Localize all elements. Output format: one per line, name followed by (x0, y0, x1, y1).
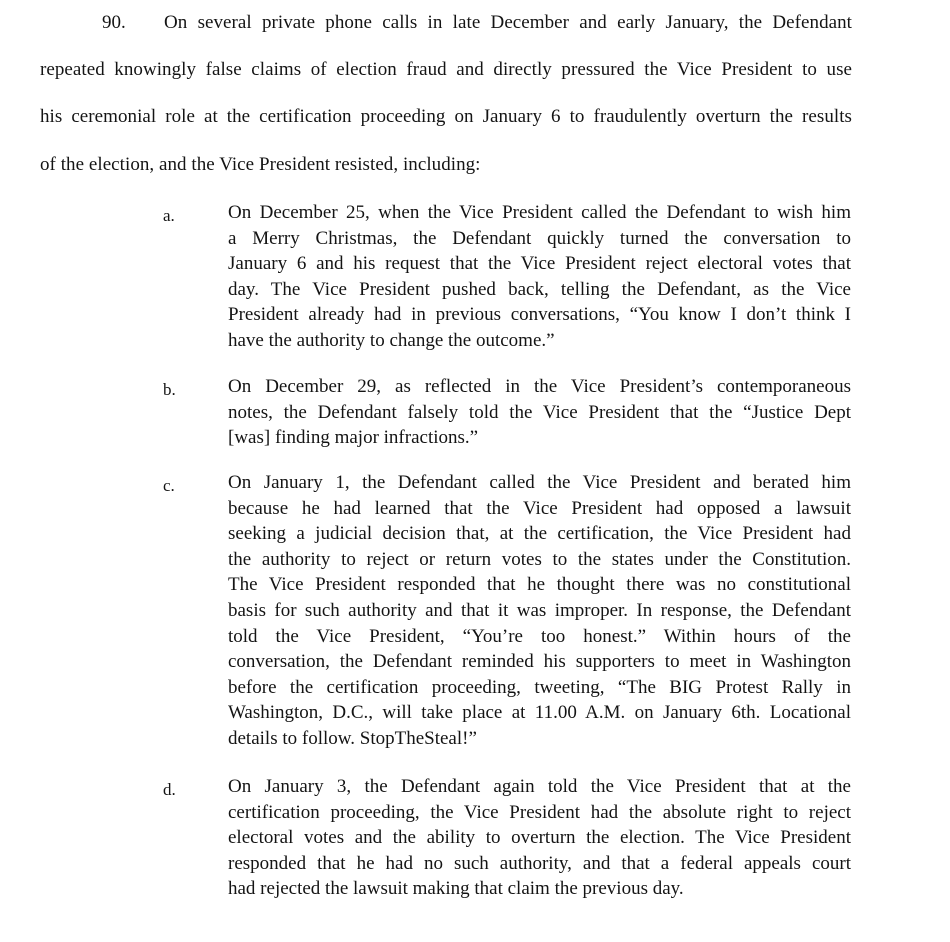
item-letter-b: b. (163, 380, 176, 399)
item-line: responded that he had no such authority, and that a federal appeals court (228, 852, 851, 874)
paragraph-line: On several private phone calls in late December and early January, the Defendant (164, 12, 852, 33)
paragraph-line: his ceremonial role at the certification proceeding on January 6 to fraudulently overturn the results (40, 106, 852, 127)
item-line: told the Vice President, “You’re too honest.” Within hours of the (228, 625, 851, 647)
item-letter-c: c. (163, 476, 175, 495)
item-line: Washington, D.C., will take place at 11.00 A.M. on January 6th. Locational (228, 702, 851, 724)
item-line: have the authority to change the outcome.” (228, 329, 555, 351)
list-item-d (228, 774, 851, 902)
item-line: President already had in previous conversations, “You know I don’t think I (228, 304, 851, 326)
item-line: On January 3, the Defendant again told the Vice President that at the (228, 776, 851, 797)
item-line: seeking a judicial decision that, at the certification, the Vice President had (228, 523, 851, 545)
item-line: electoral votes and the ability to overturn the election. The Vice President (228, 827, 851, 849)
list-item-c (228, 470, 851, 752)
item-line: [was] finding major infractions.” (228, 427, 479, 449)
item-line: On December 25, when the Vice President called the Defendant to wish him (228, 202, 851, 223)
paragraph-line: of the election, and the Vice President resisted, including: (40, 154, 481, 175)
item-line: On December 29, as reflected in the Vice President’s contemporaneous (228, 376, 851, 397)
item-letter-d: d. (163, 780, 176, 799)
item-letter-a: a. (163, 206, 175, 225)
item-line: certification proceeding, the Vice President had the absolute right to reject (228, 801, 851, 823)
item-line: basis for such authority and that it was improper. In response, the Defendant (228, 599, 851, 621)
list-item-b (228, 374, 851, 451)
item-line: details to follow. StopTheSteal!” (228, 727, 477, 749)
item-line: conversation, the Defendant reminded his supporters to meet in Washington (228, 651, 851, 673)
item-line: before the certification proceeding, tweeting, “The BIG Protest Rally in (228, 676, 851, 698)
item-line: the authority to reject or return votes to the states under the Constitution. (228, 548, 851, 570)
item-line: a Merry Christmas, the Defendant quickly turned the conversation to (228, 227, 851, 249)
item-line: January 6 and his request that the Vice President reject electoral votes that (228, 253, 851, 275)
paragraph-number: 90. (102, 12, 126, 33)
item-line: The Vice President responded that he thought there was no constitutional (228, 574, 851, 596)
paragraph-line: repeated knowingly false claims of election fraud and directly pressured the Vice President to use (40, 59, 852, 80)
list-item-a (228, 200, 851, 354)
item-line: had rejected the lawsuit making that claim the previous day. (228, 878, 684, 900)
item-line: day. The Vice President pushed back, telling the Defendant, as the Vice (228, 278, 851, 300)
item-line: because he had learned that the Vice President had opposed a lawsuit (228, 497, 851, 519)
item-line: notes, the Defendant falsely told the Vice President that the “Justice Dept (228, 401, 851, 423)
item-line: On January 1, the Defendant called the Vice President and berated him (228, 472, 851, 493)
